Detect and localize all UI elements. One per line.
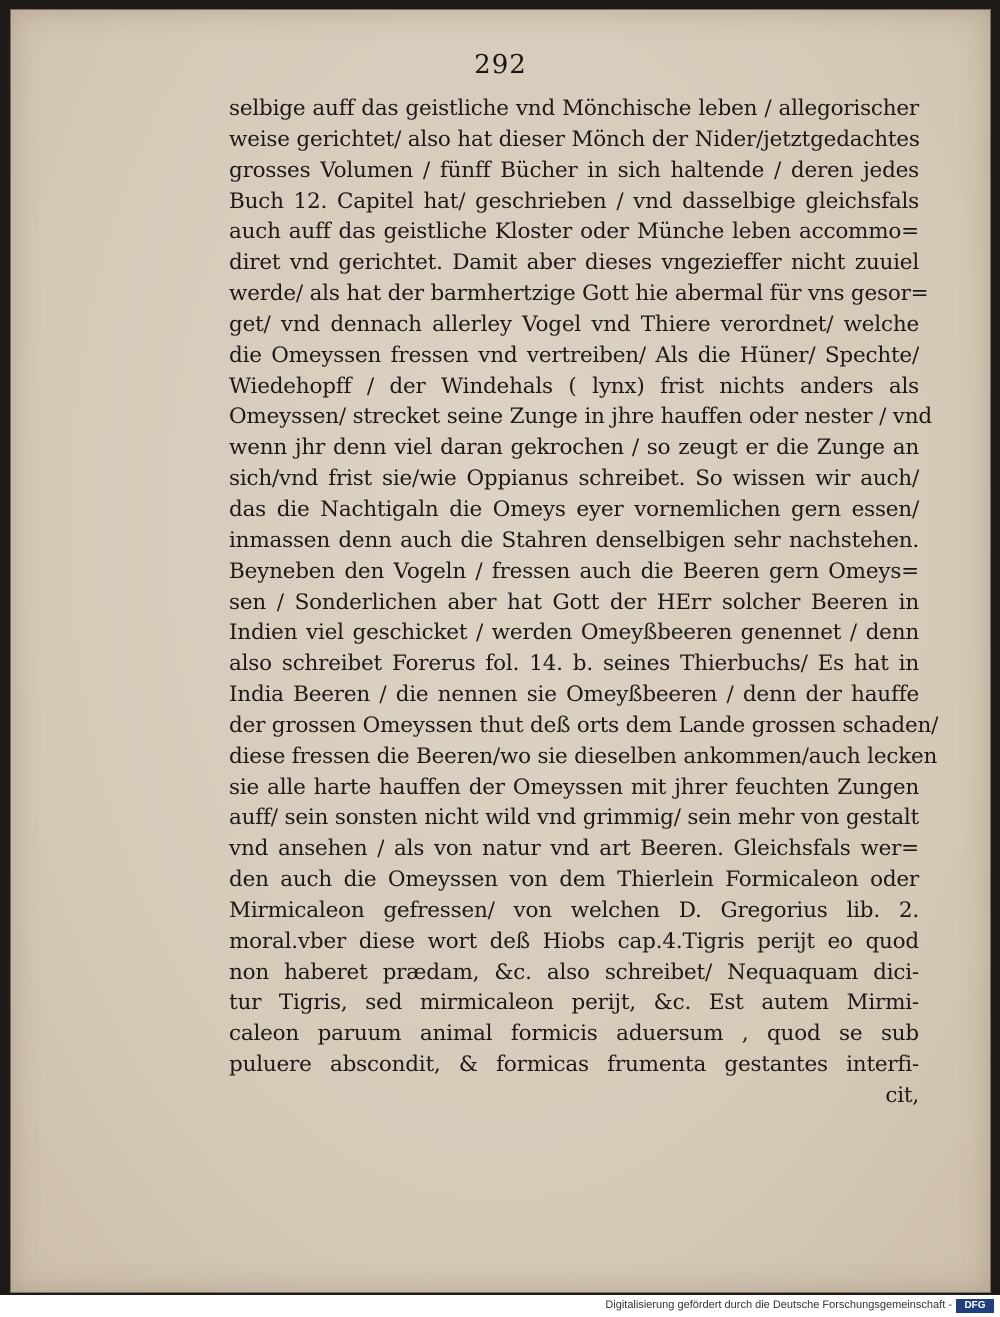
text-line: get/ vnd dennach allerley Vogel vnd Thiere verordnet/ welche xyxy=(229,311,919,337)
text-line: selbige auff das geistliche vnd Mönchische leben / allegorischer xyxy=(229,96,919,121)
text-line: Beyneben den Vogeln / fressen auch die Beeren gern Omeys= xyxy=(229,558,919,584)
catchword: cit, xyxy=(885,1083,919,1108)
text-line: sie alle harte hauffen der Omeyssen mit jhrer feuchten Zungen xyxy=(229,774,919,800)
book-page xyxy=(10,9,991,1293)
text-line: die Omeyssen fressen vnd vertreiben/ Als die Hüner/ Spechte/ xyxy=(229,342,919,368)
text-line: der grossen Omeyssen thut deß orts dem Lande grossen schaden/ xyxy=(229,712,939,738)
text-line: auff/ sein sonsten nicht wild vnd grimmig/ sein mehr von gestalt xyxy=(229,805,919,831)
text-line: puluere abscondit, & formicas frumenta gestantes interfi- xyxy=(229,1052,919,1078)
text-line: weise gerichtet/ also hat dieser Mönch der Nider/jetztgedachtes xyxy=(229,126,920,152)
text-line: non haberet prædam, &c. also schreibet/ Nequaquam dici- xyxy=(229,959,919,985)
text-line: also schreibet Forerus fol. 14. b. seines Thierbuchs/ Es hat in xyxy=(229,651,919,677)
text-line: vnd ansehen / als von natur vnd art Beeren. Gleichsfals wer= xyxy=(229,836,919,862)
text-line: diret vnd gerichtet. Damit aber dieses vngezieffer nicht zuuiel xyxy=(229,250,919,276)
text-line: Mirmicaleon gefressen/ von welchen D. Gregorius lib. 2. xyxy=(229,897,919,923)
text-line: sen / Sonderlichen aber hat Gott der HErr solcher Beeren in xyxy=(229,589,919,615)
dfg-logo: DFG xyxy=(956,1299,994,1313)
text-line: grosses Volumen / fünff Bücher in sich haltende / deren jedes xyxy=(229,157,919,183)
text-line: India Beeren / die nennen sie Omeyßbeeren / denn der hauffe xyxy=(229,682,919,708)
text-line: werde/ als hat der barmhertzige Gott hie abermal für vns gesor= xyxy=(229,281,929,307)
text-line: den auch die Omeyssen von dem Thierlein Formicaleon oder xyxy=(229,867,919,893)
text-line: Wiedehopff / der Windehals ( lynx) frist nichts anders als xyxy=(229,373,919,399)
text-line: Indien viel geschicket / werden Omeyßbeeren genennet / denn xyxy=(229,620,919,646)
text-line: Buch 12. Capitel hat/ geschrieben / vnd dasselbige gleichsfals xyxy=(229,188,919,214)
footer-bar xyxy=(0,1296,1000,1317)
text-line: sich/vnd frist sie/wie Oppianus schreibet. So wissen wir auch/ xyxy=(229,466,919,492)
page-number: 292 xyxy=(474,50,527,80)
text-line: moral.vber diese wort deß Hiobs cap.4.Tigris perijt eo quod xyxy=(229,928,919,954)
text-line: das die Nachtigaln die Omeys eyer vornemlichen gern essen/ xyxy=(229,496,919,522)
text-line: tur Tigris, sed mirmicaleon perijt, &c. Est autem Mirmi- xyxy=(229,990,919,1016)
text-line: auch auff das geistliche Kloster oder Münche leben accommo= xyxy=(229,219,919,245)
text-line: caleon paruum animal formicis aduersum , quod se sub xyxy=(229,1021,919,1047)
text-line: diese fressen die Beeren/wo sie dieselben ankommen/auch lecken xyxy=(229,743,938,769)
body-text xyxy=(229,94,939,1112)
text-line: wenn jhr denn viel daran gekrochen / so zeugt er die Zunge an xyxy=(229,435,919,461)
funding-credit: Digitalisierung gefördert durch die Deutsche Forschungsgemeinschaft - xyxy=(605,1299,952,1311)
text-line: Omeyssen/ strecket seine Zunge in jhre hauffen oder nester / vnd xyxy=(229,404,932,430)
text-line: inmassen denn auch die Stahren denselbigen sehr nachstehen. xyxy=(229,527,919,553)
